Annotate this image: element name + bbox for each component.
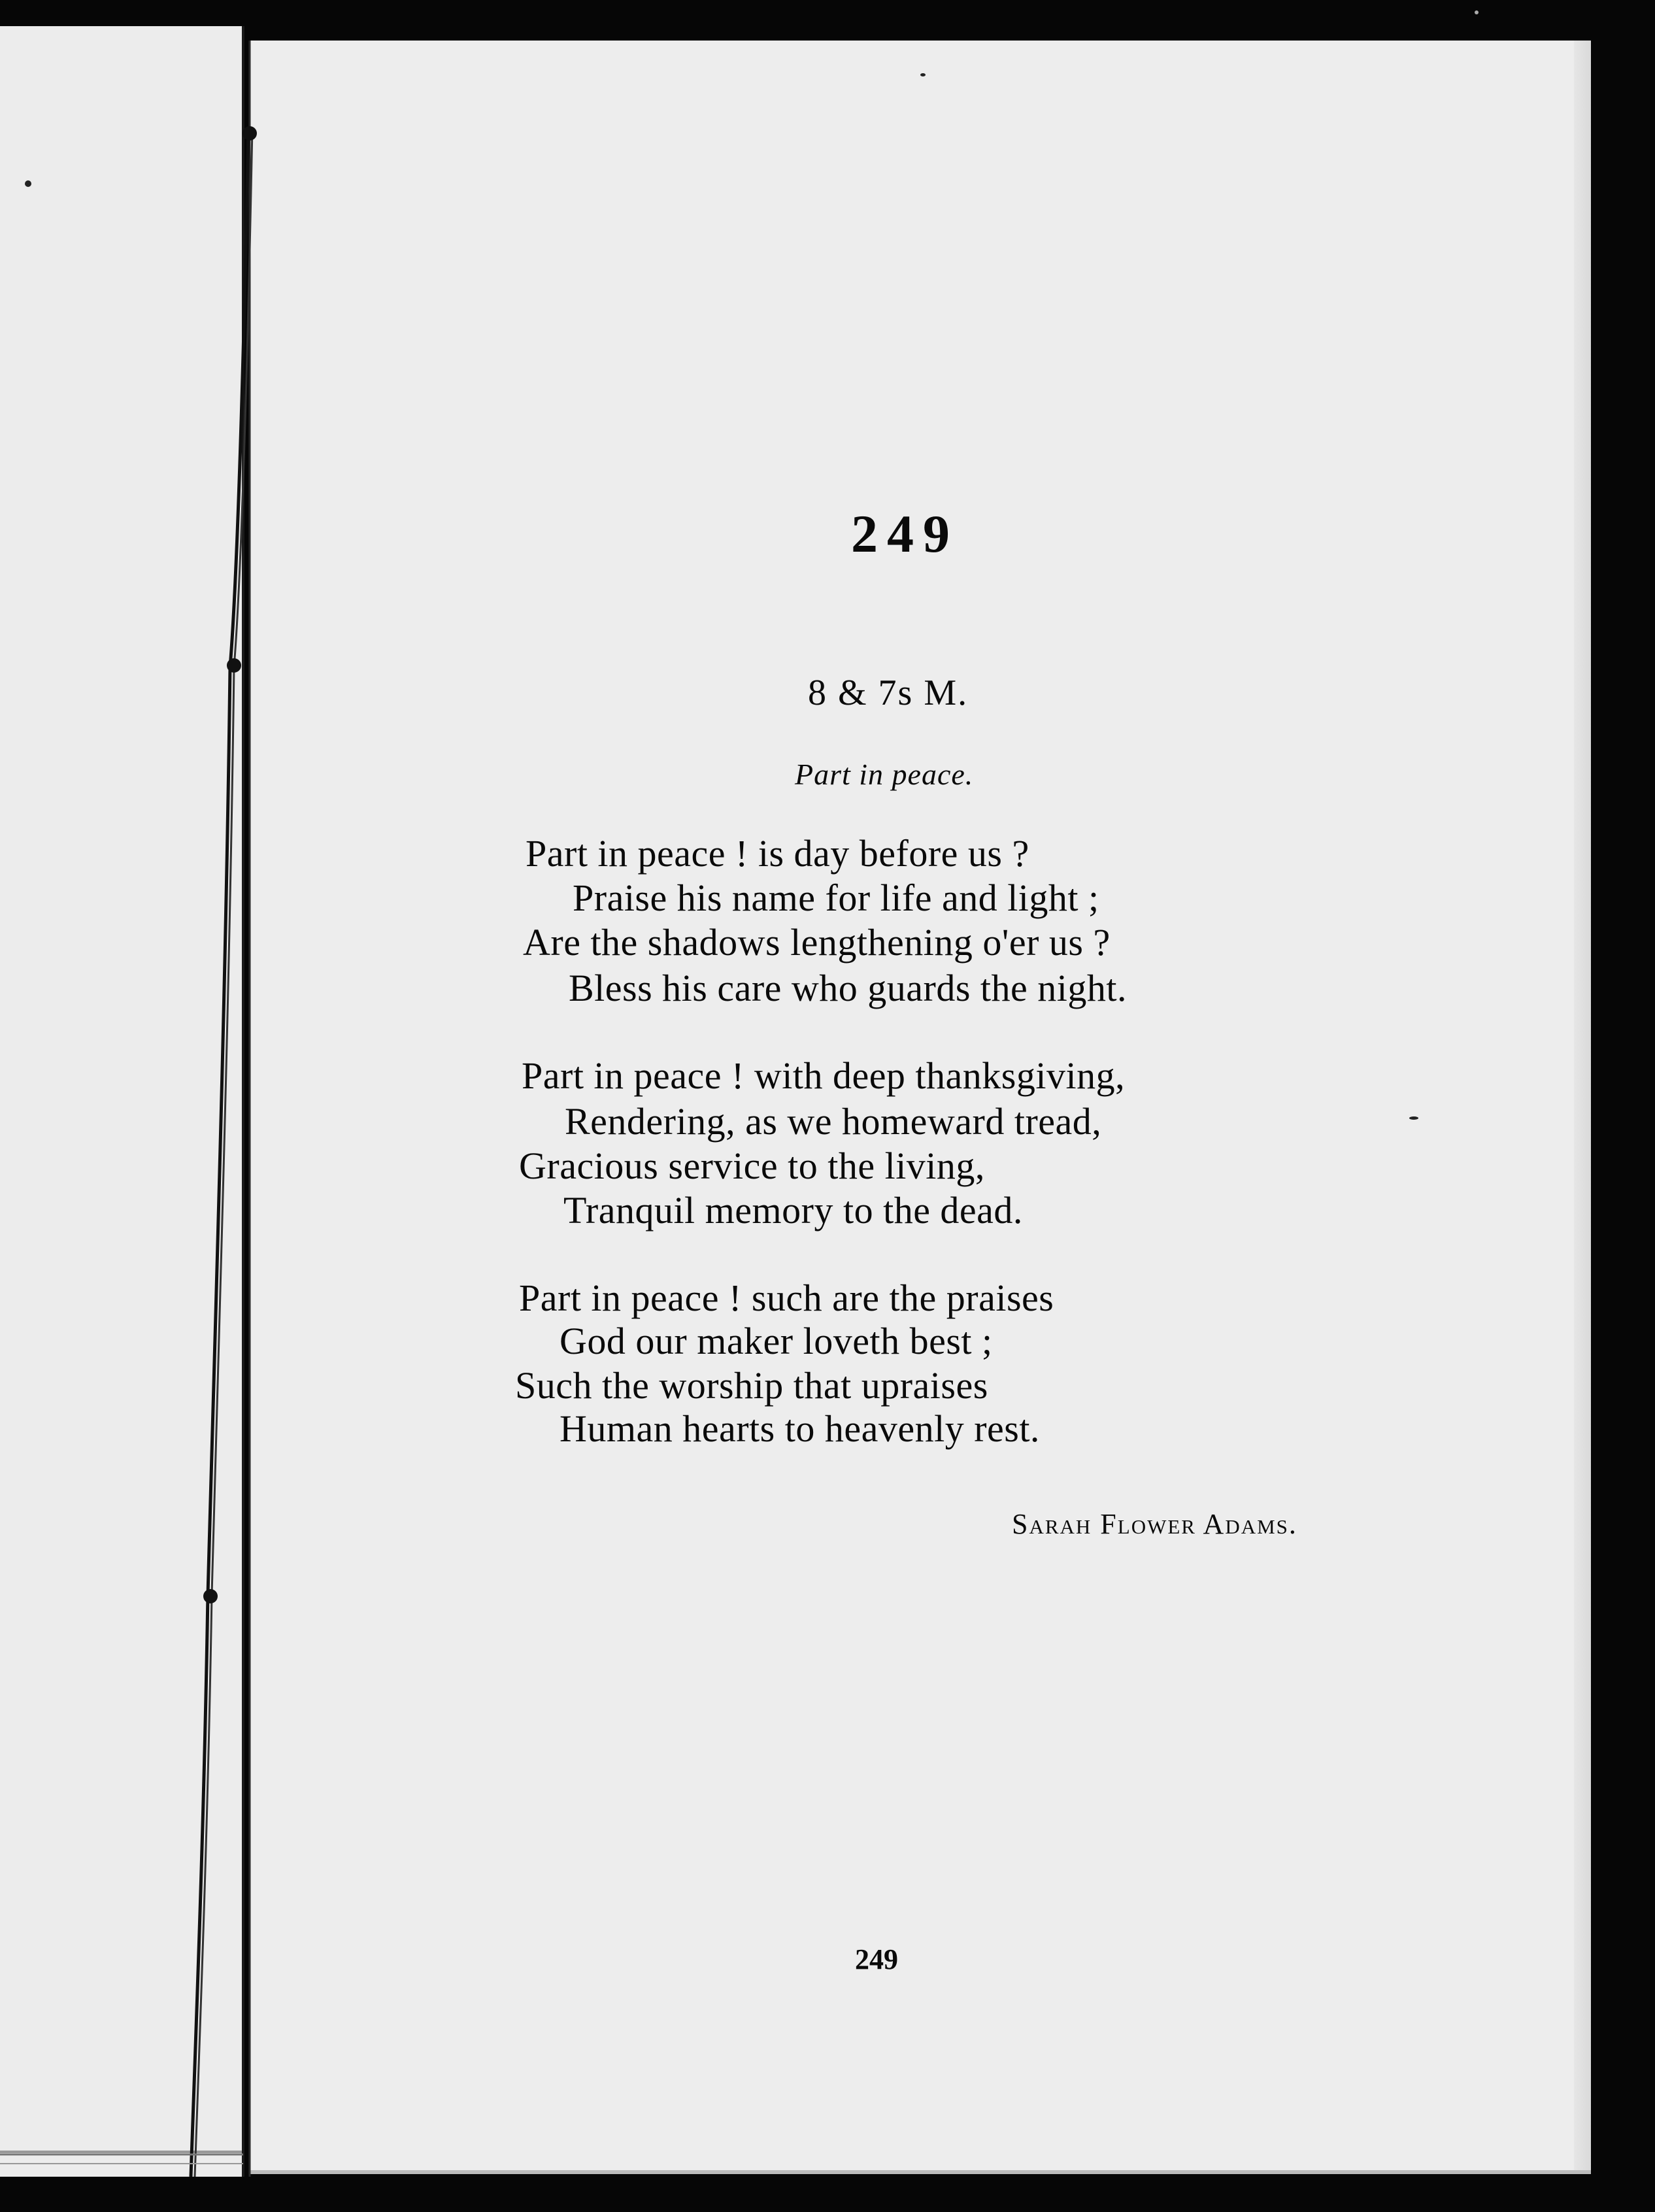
scan-speck <box>1475 10 1479 14</box>
hymn-meter: 8 & 7s M. <box>808 673 969 713</box>
verse-line: Tranquil memory to the dead. <box>563 1189 1023 1232</box>
verse-line: Part in peace ! such are the praises <box>519 1277 1054 1319</box>
verse-line: Praise his name for life and light ; <box>573 877 1099 919</box>
hymn-number: 249 <box>851 504 959 563</box>
verse-line: Human hearts to heavenly rest. <box>560 1407 1040 1450</box>
verse-line: Rendering, as we homeward tread, <box>565 1100 1102 1143</box>
verse-line: Bless his care who guards the night. <box>569 967 1128 1009</box>
hymn-first-line-title: Part in peace. <box>795 758 974 791</box>
verse-line: Such the worship that upraises <box>515 1364 988 1407</box>
scan-speck <box>25 180 31 187</box>
verse-line: Part in peace ! with deep thanksgiving, <box>522 1054 1126 1097</box>
verse-line: Part in peace ! is day before us ? <box>526 832 1029 875</box>
scan-speck <box>1409 1116 1418 1120</box>
verse-line: God our maker loveth best ; <box>560 1320 993 1362</box>
scan-speck <box>920 73 926 76</box>
hymn-author: Sarah Flower Adams. <box>1012 1508 1297 1540</box>
verse-line: Are the shadows lengthening o'er us ? <box>523 921 1111 964</box>
verse-line: Gracious service to the living, <box>519 1145 985 1187</box>
page-number: 249 <box>855 1943 898 1975</box>
